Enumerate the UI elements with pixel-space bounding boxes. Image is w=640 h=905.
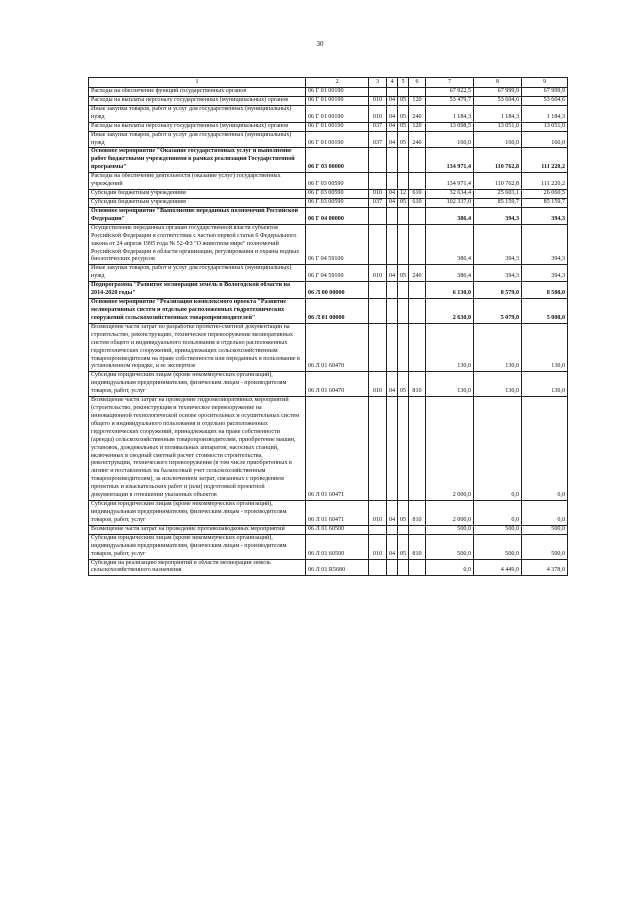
table-row xyxy=(89,148,568,173)
row-vid-rashodov-cell: 240 xyxy=(409,105,426,122)
row-razdel-cell xyxy=(387,525,398,534)
row-amount-col7-cell: 386,4 xyxy=(426,224,474,265)
row-vedomstvo-cell: 037 xyxy=(369,198,387,207)
row-amount-col8-cell: 5 079,0 xyxy=(474,299,522,324)
row-amount-col8-cell: 130,0 xyxy=(474,372,522,397)
row-vid-rashodov-cell xyxy=(409,148,426,173)
row-amount-col8-cell: 0,0 xyxy=(474,501,522,526)
row-code-cell: 06 Г 03 00590 xyxy=(306,173,369,190)
row-name-cell: Субсидии юридическим лицам (кроме некоммерческих организаций), индивидуальным предпринимателям, физическим лицам - производителям товаров, работ, услуг xyxy=(89,501,306,526)
row-vedomstvo-cell xyxy=(369,173,387,190)
row-name-cell: Возмещение части затрат на проведение противопаводковых мероприятий xyxy=(89,525,306,534)
row-code-cell: 06 Л 01 60471 xyxy=(306,397,369,501)
row-amount-col9-cell: 500,0 xyxy=(522,525,568,534)
row-amount-col8-cell: 8 579,0 xyxy=(474,282,522,299)
row-amount-col9-cell: 394,3 xyxy=(522,265,568,282)
row-vid-rashodov-cell: 610 xyxy=(409,198,426,207)
row-name-cell: Субсидии бюджетным учреждениям xyxy=(89,190,306,199)
row-vedomstvo-cell xyxy=(369,397,387,501)
row-amount-col7-cell: 500,0 xyxy=(426,525,474,534)
header-col-7: 7 xyxy=(426,78,474,88)
row-podrazdel-cell: 05 xyxy=(398,501,409,526)
row-amount-col9-cell: 160,0 xyxy=(522,131,568,148)
row-vid-rashodov-cell: 810 xyxy=(409,372,426,397)
row-podrazdel-cell xyxy=(398,88,409,97)
row-amount-col7-cell: 102 337,0 xyxy=(426,198,474,207)
row-vedomstvo-cell xyxy=(369,299,387,324)
row-amount-col9-cell: 111 220,2 xyxy=(522,173,568,190)
table-row xyxy=(89,372,568,397)
row-code-cell: 06 Л 00 00000 xyxy=(306,282,369,299)
row-amount-col7-cell: 1 184,3 xyxy=(426,105,474,122)
row-amount-col7-cell: 0,0 xyxy=(426,559,474,576)
row-podrazdel-cell: 05 xyxy=(398,96,409,105)
row-vid-rashodov-cell xyxy=(409,397,426,501)
table-row xyxy=(89,299,568,324)
row-amount-col9-cell: 394,3 xyxy=(522,224,568,265)
row-name-cell: Субсидии юридическим лицам (кроме некоммерческих организаций), индивидуальным предпринимателям, физическим лицам - производителям товаров, работ, услуг xyxy=(89,534,306,559)
row-code-cell: 06 Г 03 00590 xyxy=(306,190,369,199)
row-vid-rashodov-cell xyxy=(409,299,426,324)
table-row xyxy=(89,282,568,299)
row-vedomstvo-cell: 010 xyxy=(369,96,387,105)
row-razdel-cell: 04 xyxy=(387,534,398,559)
row-vid-rashodov-cell xyxy=(409,173,426,190)
row-name-cell: Основное мероприятие "Реализация комплексного проекта "Развитие мелиоративных систем и отдельно расположенных гидротехнических сооружений сельскохозяйственных товаропроизводителей" xyxy=(89,299,306,324)
row-amount-col9-cell: 111 220,2 xyxy=(522,148,568,173)
row-amount-col8-cell: 500,0 xyxy=(474,525,522,534)
row-vid-rashodov-cell xyxy=(409,224,426,265)
table-row xyxy=(89,190,568,199)
row-razdel-cell xyxy=(387,559,398,576)
row-razdel-cell xyxy=(387,323,398,372)
row-name-cell: Субсидии юридическим лицам (кроме некоммерческих организаций), индивидуальным предпринимателям, физическим лицам - производителям товаров, работ, услуг xyxy=(89,372,306,397)
row-amount-col8-cell: 0,0 xyxy=(474,397,522,501)
row-amount-col8-cell: 394,3 xyxy=(474,207,522,224)
header-col-9: 9 xyxy=(522,78,568,88)
row-podrazdel-cell: 05 xyxy=(398,198,409,207)
row-razdel-cell: 04 xyxy=(387,501,398,526)
row-amount-col8-cell: 13 051,0 xyxy=(474,122,522,131)
row-amount-col9-cell: 53 604,6 xyxy=(522,96,568,105)
row-amount-col8-cell: 25 603,1 xyxy=(474,190,522,199)
row-vedomstvo-cell xyxy=(369,323,387,372)
row-amount-col8-cell: 4 449,0 xyxy=(474,559,522,576)
row-podrazdel-cell xyxy=(398,173,409,190)
row-vid-rashodov-cell: 610 xyxy=(409,190,426,199)
row-code-cell: 06 Г 01 00190 xyxy=(306,88,369,97)
row-razdel-cell: 04 xyxy=(387,265,398,282)
row-podrazdel-cell: 05 xyxy=(398,105,409,122)
row-amount-col9-cell: 394,3 xyxy=(522,207,568,224)
row-amount-col7-cell: 2 000,0 xyxy=(426,397,474,501)
row-vedomstvo-cell xyxy=(369,224,387,265)
row-name-cell: Основное мероприятие "Выполнение переданных полномочий Российской Федерации" xyxy=(89,207,306,224)
row-razdel-cell: 04 xyxy=(387,198,398,207)
row-razdel-cell: 04 xyxy=(387,96,398,105)
row-amount-col7-cell: 13 098,5 xyxy=(426,122,474,131)
row-vedomstvo-cell xyxy=(369,559,387,576)
page-number: 30 xyxy=(316,40,324,48)
row-name-cell: Расходы на выплаты персоналу государственных (муниципальных) органов xyxy=(89,122,306,131)
row-podrazdel-cell: 05 xyxy=(398,131,409,148)
row-amount-col9-cell: 130,0 xyxy=(522,372,568,397)
row-vid-rashodov-cell xyxy=(409,525,426,534)
row-razdel-cell xyxy=(387,282,398,299)
row-razdel-cell: 04 xyxy=(387,105,398,122)
row-code-cell: 06 Г 03 00590 xyxy=(306,198,369,207)
row-vedomstvo-cell xyxy=(369,525,387,534)
row-podrazdel-cell xyxy=(398,282,409,299)
row-code-cell: 06 Л 01 60470 xyxy=(306,323,369,372)
row-vedomstvo-cell: 037 xyxy=(369,131,387,148)
row-code-cell: 06 Г 01 00190 xyxy=(306,122,369,131)
row-amount-col7-cell: 32 634,4 xyxy=(426,190,474,199)
row-name-cell: Субсидии на реализацию мероприятий в области мелиорации земель сельскохозяйственного назначения xyxy=(89,559,306,576)
row-vid-rashodov-cell xyxy=(409,323,426,372)
row-razdel-cell: 04 xyxy=(387,122,398,131)
row-razdel-cell xyxy=(387,88,398,97)
table-row xyxy=(89,501,568,526)
table-row xyxy=(89,105,568,122)
row-code-cell: 06 Г 01 00190 xyxy=(306,105,369,122)
row-code-cell: 06 Л 01 60470 xyxy=(306,372,369,397)
row-amount-col9-cell: 26 060,5 xyxy=(522,190,568,199)
row-podrazdel-cell: 12 xyxy=(398,190,409,199)
row-podrazdel-cell xyxy=(398,224,409,265)
row-amount-col9-cell: 1 184,3 xyxy=(522,105,568,122)
row-podrazdel-cell xyxy=(398,397,409,501)
row-vid-rashodov-cell: 240 xyxy=(409,131,426,148)
row-vedomstvo-cell xyxy=(369,207,387,224)
row-vedomstvo-cell xyxy=(369,148,387,173)
table-row xyxy=(89,207,568,224)
row-amount-col7-cell: 500,0 xyxy=(426,534,474,559)
row-vid-rashodov-cell: 120 xyxy=(409,122,426,131)
row-podrazdel-cell xyxy=(398,559,409,576)
row-vedomstvo-cell xyxy=(369,282,387,299)
table-row xyxy=(89,131,568,148)
row-name-cell: Расходы на обеспечение деятельности (оказание услуг) государственных учреждений xyxy=(89,173,306,190)
table-row xyxy=(89,323,568,372)
row-code-cell: 06 Г 01 00190 xyxy=(306,96,369,105)
row-amount-col7-cell: 160,0 xyxy=(426,131,474,148)
row-amount-col9-cell: 130,0 xyxy=(522,323,568,372)
row-podrazdel-cell: 05 xyxy=(398,372,409,397)
row-vid-rashodov-cell: 810 xyxy=(409,501,426,526)
row-amount-col7-cell: 134 971,4 xyxy=(426,148,474,173)
table-body xyxy=(89,88,568,576)
row-podrazdel-cell xyxy=(398,299,409,324)
row-name-cell: Иные закупки товаров, работ и услуг для государственных (муниципальных) нужд xyxy=(89,131,306,148)
row-podrazdel-cell: 05 xyxy=(398,265,409,282)
row-vedomstvo-cell: 010 xyxy=(369,501,387,526)
row-vedomstvo-cell: 010 xyxy=(369,372,387,397)
header-col-5: 5 xyxy=(398,78,409,88)
row-code-cell: 06 Г 01 00190 xyxy=(306,131,369,148)
row-amount-col7-cell: 2 000,0 xyxy=(426,501,474,526)
row-amount-col9-cell: 8 508,0 xyxy=(522,282,568,299)
row-amount-col8-cell: 53 604,6 xyxy=(474,96,522,105)
row-vid-rashodov-cell: 810 xyxy=(409,534,426,559)
row-amount-col9-cell: 0,0 xyxy=(522,397,568,501)
row-razdel-cell: 04 xyxy=(387,372,398,397)
row-name-cell: Возмещение части затрат по разработке проектно-сметной документации на строительство, реконструкцию, техническое перевооружение мелиоративных систем общего и индивидуального пользования и отдельно расположенных гидротехнических сооружений, принадлежащих сельскохозяйственным товаропроизводителям на праве собственности или переданных в пользование в установленном порядке, и ее экспертизе xyxy=(89,323,306,372)
row-vid-rashodov-cell xyxy=(409,282,426,299)
row-amount-col8-cell: 1 184,3 xyxy=(474,105,522,122)
row-code-cell: 06 Г 04 59100 xyxy=(306,224,369,265)
table-row xyxy=(89,397,568,501)
row-vid-rashodov-cell xyxy=(409,207,426,224)
row-amount-col7-cell: 130,0 xyxy=(426,372,474,397)
row-vid-rashodov-cell xyxy=(409,559,426,576)
row-razdel-cell: 04 xyxy=(387,190,398,199)
row-amount-col9-cell: 13 051,0 xyxy=(522,122,568,131)
row-vedomstvo-cell: 010 xyxy=(369,534,387,559)
row-razdel-cell: 04 xyxy=(387,131,398,148)
row-amount-col8-cell: 130,0 xyxy=(474,323,522,372)
row-amount-col8-cell: 160,0 xyxy=(474,131,522,148)
row-amount-col7-cell: 130,0 xyxy=(426,323,474,372)
row-amount-col7-cell: 2 630,0 xyxy=(426,299,474,324)
row-vid-rashodov-cell: 240 xyxy=(409,265,426,282)
row-razdel-cell xyxy=(387,148,398,173)
row-amount-col7-cell: 134 971,4 xyxy=(426,173,474,190)
row-amount-col9-cell: 500,0 xyxy=(522,534,568,559)
row-amount-col7-cell: 6 130,0 xyxy=(426,282,474,299)
row-amount-col7-cell: 386,4 xyxy=(426,207,474,224)
row-amount-col9-cell: 4 378,0 xyxy=(522,559,568,576)
row-podrazdel-cell: 05 xyxy=(398,534,409,559)
header-row xyxy=(89,78,568,88)
row-code-cell: 06 Л 01 60500 xyxy=(306,534,369,559)
header-col-2: 2 xyxy=(306,78,369,88)
row-name-cell: Расходы на выплаты персоналу государственных (муниципальных) органов xyxy=(89,96,306,105)
row-vedomstvo-cell: 037 xyxy=(369,122,387,131)
row-name-cell: Расходы на обеспечение функций государственных органов xyxy=(89,88,306,97)
row-amount-col8-cell: 500,0 xyxy=(474,534,522,559)
budget-table xyxy=(88,77,568,576)
row-amount-col9-cell: 0,0 xyxy=(522,501,568,526)
table-row xyxy=(89,122,568,131)
row-name-cell: Подпрограмма "Развитие мелиорации земель в Вологодской области на 2014-2020 годы" xyxy=(89,282,306,299)
row-razdel-cell xyxy=(387,173,398,190)
row-razdel-cell xyxy=(387,207,398,224)
row-amount-col8-cell: 110 762,8 xyxy=(474,173,522,190)
row-code-cell: 06 Л 01 60500 xyxy=(306,525,369,534)
row-amount-col7-cell: 53 479,7 xyxy=(426,96,474,105)
row-code-cell: 06 Г 04 59100 xyxy=(306,265,369,282)
row-amount-col8-cell: 110 762,8 xyxy=(474,148,522,173)
row-name-cell: Основное мероприятие "Оказание государственных услуг и выполнение работ бюджетными учреждениями в рамках реализации Государственной программы" xyxy=(89,148,306,173)
row-vedomstvo-cell: 010 xyxy=(369,190,387,199)
row-name-cell: Субсидии бюджетным учреждениям xyxy=(89,198,306,207)
row-vid-rashodov-cell: 120 xyxy=(409,96,426,105)
row-code-cell: 06 Г 04 00000 xyxy=(306,207,369,224)
row-vedomstvo-cell xyxy=(369,88,387,97)
row-amount-col7-cell: 386,4 xyxy=(426,265,474,282)
row-vedomstvo-cell: 010 xyxy=(369,265,387,282)
row-podrazdel-cell: 05 xyxy=(398,122,409,131)
table-row xyxy=(89,96,568,105)
row-amount-col9-cell: 67 999,9 xyxy=(522,88,568,97)
row-podrazdel-cell xyxy=(398,207,409,224)
row-name-cell: Возмещение части затрат на проведение гидромелиоративных мероприятий (строительство, реконструкция и техническое перевооружение на инновационной технологической основе оросительных и осушительных систем общего и индивидуального пользования и отдельно расположенных гидротехнических сооружений, принадлежащих на праве собственности (аренды) сельскохозяйственным товаропроизводителям, приобретение машин, установок, дождевальных и поливальных аппаратов, насосных станций, включенных в сводный сметный расчет стоимости строительства, реконструкции, технического перевооружения (в том числе приобретенных в лизинг и поставленных на балансовый учет сельскохозяйственным товаропроизводителям), за исключением затрат, связанных с проведением проектных и изыскательских работ и (или) подготовкой проектной документации в отношении указанных объектов xyxy=(89,397,306,501)
header-col-1: 1 xyxy=(89,78,306,88)
row-razdel-cell xyxy=(387,397,398,501)
row-amount-col9-cell: 5 008,0 xyxy=(522,299,568,324)
table-row xyxy=(89,88,568,97)
row-amount-col8-cell: 394,3 xyxy=(474,265,522,282)
row-code-cell: 06 Л 01 00000 xyxy=(306,299,369,324)
row-razdel-cell xyxy=(387,224,398,265)
row-podrazdel-cell xyxy=(398,525,409,534)
table-row xyxy=(89,525,568,534)
row-name-cell: Осуществление переданных органам государственной власти субъектов Российской Федерации в соответствии с частью первой статьи 6 Федерального закона от 24 апреля 1995 года № 52-ФЗ "О животном мире" полномочий Российской Федерации в области организации, регулирования и охраны водных биологических ресурсов xyxy=(89,224,306,265)
row-amount-col7-cell: 67 922,5 xyxy=(426,88,474,97)
row-name-cell: Иные закупки товаров, работ и услуг для государственных (муниципальных) нужд xyxy=(89,105,306,122)
row-code-cell: 06 Л 01 60471 xyxy=(306,501,369,526)
table-row xyxy=(89,198,568,207)
row-razdel-cell xyxy=(387,299,398,324)
row-code-cell: 06 Л 01 R5680 xyxy=(306,559,369,576)
header-col-8: 8 xyxy=(474,78,522,88)
table-row xyxy=(89,265,568,282)
row-code-cell: 06 Г 03 00000 xyxy=(306,148,369,173)
row-name-cell: Иные закупки товаров, работ и услуг для государственных (муниципальных) нужд xyxy=(89,265,306,282)
row-amount-col8-cell: 85 159,7 xyxy=(474,198,522,207)
table-row xyxy=(89,534,568,559)
table-row xyxy=(89,224,568,265)
row-podrazdel-cell xyxy=(398,148,409,173)
table-row xyxy=(89,559,568,576)
row-podrazdel-cell xyxy=(398,323,409,372)
header-col-3: 3 xyxy=(369,78,387,88)
row-amount-col9-cell: 85 159,7 xyxy=(522,198,568,207)
header-col-4: 4 xyxy=(387,78,398,88)
table-row xyxy=(89,173,568,190)
row-vedomstvo-cell: 010 xyxy=(369,105,387,122)
row-vid-rashodov-cell xyxy=(409,88,426,97)
header-col-6: 6 xyxy=(409,78,426,88)
row-amount-col8-cell: 394,3 xyxy=(474,224,522,265)
row-amount-col8-cell: 67 999,9 xyxy=(474,88,522,97)
